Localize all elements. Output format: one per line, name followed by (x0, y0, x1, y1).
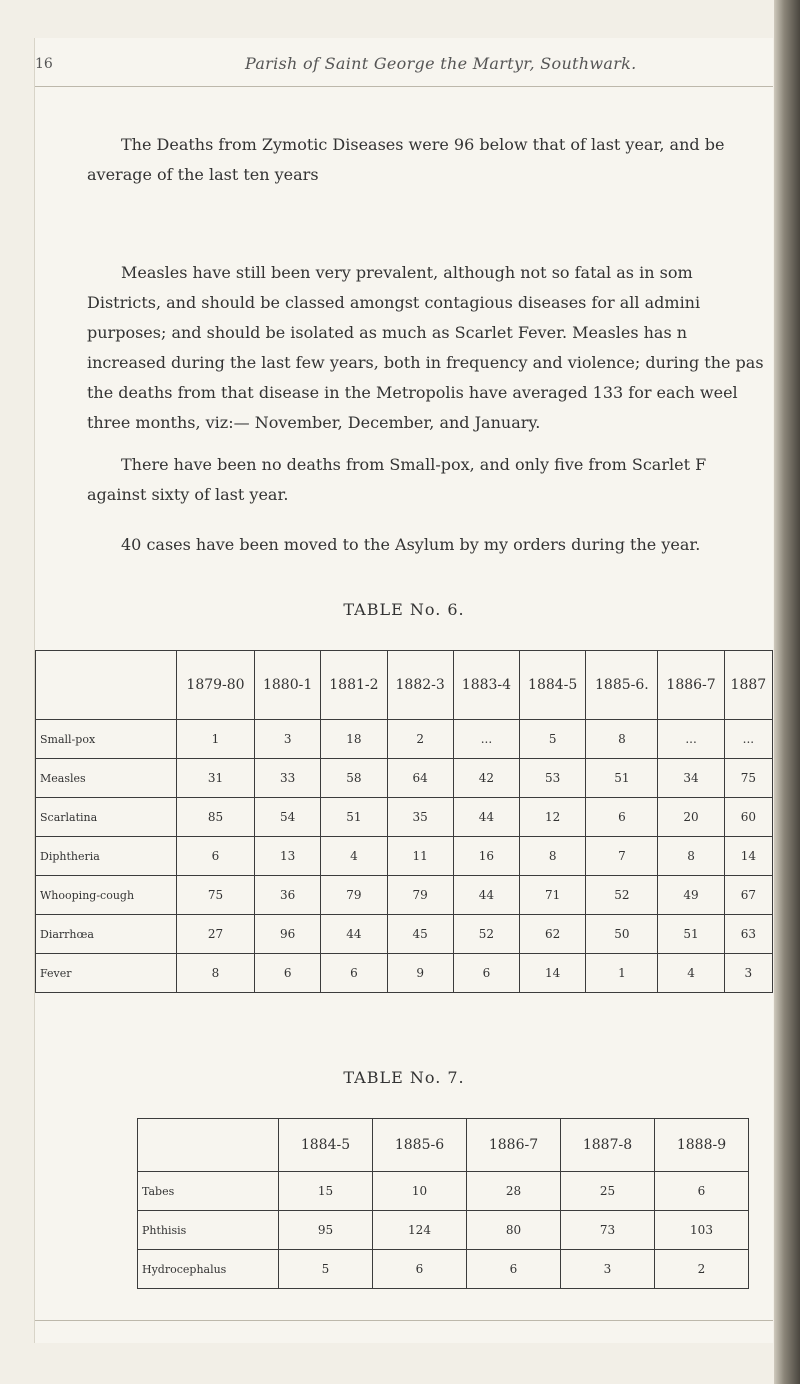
table6-cell: 6 (321, 954, 387, 993)
table6-cell: 51 (321, 798, 387, 837)
table6-cell: 7 (586, 837, 658, 876)
table6-cell: 8 (658, 837, 724, 876)
table6-column-header: 1886-7 (658, 651, 724, 720)
table7-cell: 6 (373, 1250, 467, 1289)
page-header (35, 52, 773, 82)
paragraph-measles: Measles have still been very prevalent, although not so fatal as in som Districts, and should be classed amongst contagious diseases for all admini purposes; and should be isolated as much as Scarlet Fever. Measles has n increased during the last few years, both in frequency and violence; during the pas the deaths from that disease in the Metropolis have averaged 133 for each weel three months, viz:— November, December, and January. (87, 263, 764, 432)
table6-row-label: Whooping-cough (36, 876, 177, 915)
table6-cell: 14 (520, 954, 586, 993)
table6-cell: 6 (453, 954, 519, 993)
table6-cell: 16 (453, 837, 519, 876)
table6-cell: 5 (520, 720, 586, 759)
table-6 (35, 650, 773, 993)
table6-header-row (36, 651, 773, 720)
table6-cell: 79 (321, 876, 387, 915)
table7-cell: 80 (467, 1211, 561, 1250)
table7-column-header: 1887-8 (561, 1119, 655, 1172)
table7-cell: 103 (655, 1211, 749, 1250)
running-title: Parish of Saint George the Martyr, Southwark. (245, 54, 637, 73)
table-row (138, 1211, 749, 1250)
table7-cell: 6 (467, 1250, 561, 1289)
table-row (138, 1250, 749, 1289)
table6-cell: 54 (255, 798, 321, 837)
table-row (36, 954, 773, 993)
table7-row-label: Hydrocephalus (138, 1250, 279, 1289)
table-row (36, 876, 773, 915)
table7-cell: 2 (655, 1250, 749, 1289)
table7-row-label: Phthisis (138, 1211, 279, 1250)
table7-column-header: 1886-7 (467, 1119, 561, 1172)
table6-cell: 35 (387, 798, 453, 837)
table6-row-label: Small-pox (36, 720, 177, 759)
table6-cell: 44 (453, 798, 519, 837)
table6-cell: 1 (177, 720, 255, 759)
table7-cell: 15 (279, 1172, 373, 1211)
table6-row-label: Scarlatina (36, 798, 177, 837)
table6-cell: 53 (520, 759, 586, 798)
table6-cell: 64 (387, 759, 453, 798)
table6-column-header: 1879-80 (177, 651, 255, 720)
table6-cell: 36 (255, 876, 321, 915)
table6-cell: 14 (724, 837, 772, 876)
table-row (36, 798, 773, 837)
table6-cell: 20 (658, 798, 724, 837)
table6-cell: 63 (724, 915, 772, 954)
table7-caption: TABLE No. 7. (343, 1068, 465, 1087)
table6-cell: 2 (387, 720, 453, 759)
table6-cell: 31 (177, 759, 255, 798)
table6-column-header: 1881-2 (321, 651, 387, 720)
table6-cell: 52 (453, 915, 519, 954)
table6-cell: 52 (586, 876, 658, 915)
table6-cell: 96 (255, 915, 321, 954)
table7-cell: 5 (279, 1250, 373, 1289)
table6-cell: 6 (586, 798, 658, 837)
table6-cell: 1 (586, 954, 658, 993)
table7-cell: 28 (467, 1172, 561, 1211)
table6-cell: 45 (387, 915, 453, 954)
table-row (36, 759, 773, 798)
table6-cell: 79 (387, 876, 453, 915)
table6-cell: 50 (586, 915, 658, 954)
table6-cell: 9 (387, 954, 453, 993)
table7-cell: 6 (655, 1172, 749, 1211)
table6-caption: TABLE No. 6. (343, 600, 465, 619)
table6-cell: 27 (177, 915, 255, 954)
table6-cell: 3 (255, 720, 321, 759)
table6-row-label: Diarrhœa (36, 915, 177, 954)
table6-row-label: Diphtheria (36, 837, 177, 876)
table6-cell: 34 (658, 759, 724, 798)
table6-cell: 8 (177, 954, 255, 993)
table6-cell: 85 (177, 798, 255, 837)
table-7 (137, 1118, 749, 1289)
paragraph-zymotic: The Deaths from Zymotic Diseases were 96 below that of last year, and be average of the last ten years (87, 135, 725, 184)
table6-cell: ... (724, 720, 772, 759)
book-spine-edge (774, 0, 800, 1384)
table6-cell: 51 (586, 759, 658, 798)
table6-cell: 8 (586, 720, 658, 759)
paragraph-smallpox: There have been no deaths from Small-pox, and only five from Scarlet F against sixty of last year. (87, 455, 707, 504)
table6-cell: 67 (724, 876, 772, 915)
table6-column-header: 1882-3 (387, 651, 453, 720)
table6-column-header: 1883-4 (453, 651, 519, 720)
table-row (36, 837, 773, 876)
table6-cell: 4 (658, 954, 724, 993)
table-row (138, 1172, 749, 1211)
table6-cell: 58 (321, 759, 387, 798)
table6-column-header: 1884-5 (520, 651, 586, 720)
table7-cell: 95 (279, 1211, 373, 1250)
table6-cell: 13 (255, 837, 321, 876)
table6-cell: 4 (321, 837, 387, 876)
table7-header-row (138, 1119, 749, 1172)
table6-cell: 11 (387, 837, 453, 876)
table6-cell: 18 (321, 720, 387, 759)
table7-column-header (138, 1119, 279, 1172)
table6-cell: 6 (177, 837, 255, 876)
table6-cell: 75 (724, 759, 772, 798)
table-row (36, 915, 773, 954)
table6-column-header: 1885-6. (586, 651, 658, 720)
paragraph-asylum: 40 cases have been moved to the Asylum by my orders during the year. (121, 535, 701, 554)
header-rule (35, 86, 773, 87)
document-page (34, 38, 773, 1343)
table6-cell: 8 (520, 837, 586, 876)
table6-cell: 62 (520, 915, 586, 954)
table6-column-header: 1880-1 (255, 651, 321, 720)
table7-cell: 25 (561, 1172, 655, 1211)
table6-row-label: Fever (36, 954, 177, 993)
table6-cell: 71 (520, 876, 586, 915)
table6-cell: 3 (724, 954, 772, 993)
table6-cell: 42 (453, 759, 519, 798)
table6-cell: 44 (321, 915, 387, 954)
table6-cell: 60 (724, 798, 772, 837)
table6-column-header (36, 651, 177, 720)
table6-column-header: 1887 (724, 651, 772, 720)
page-number: 16 (35, 56, 53, 72)
table-row (36, 720, 773, 759)
table6-cell: 6 (255, 954, 321, 993)
table6-cell: 51 (658, 915, 724, 954)
table6-cell: 33 (255, 759, 321, 798)
table6-cell: ... (453, 720, 519, 759)
table7-column-header: 1885-6 (373, 1119, 467, 1172)
table7-column-header: 1884-5 (279, 1119, 373, 1172)
table6-cell: 12 (520, 798, 586, 837)
table7-column-header: 1888-9 (655, 1119, 749, 1172)
table6-cell: 44 (453, 876, 519, 915)
table6-row-label: Measles (36, 759, 177, 798)
table7-cell: 124 (373, 1211, 467, 1250)
table7-cell: 73 (561, 1211, 655, 1250)
table6-cell: ... (658, 720, 724, 759)
footer-rule (35, 1320, 773, 1321)
table6-cell: 49 (658, 876, 724, 915)
table6-cell: 75 (177, 876, 255, 915)
table7-cell: 3 (561, 1250, 655, 1289)
table7-row-label: Tabes (138, 1172, 279, 1211)
table7-cell: 10 (373, 1172, 467, 1211)
